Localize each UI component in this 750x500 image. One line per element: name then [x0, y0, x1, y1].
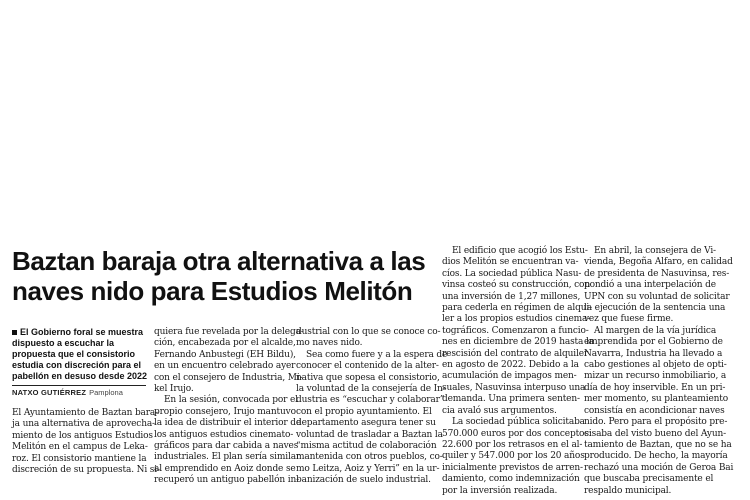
text-line: nes en diciembre de 2019 hasta la	[442, 337, 594, 348]
text-line: Al margen de la vía jurídica	[594, 325, 717, 336]
text-line: La sociedad pública solicitaba	[452, 417, 585, 428]
lead-summary	[12, 327, 146, 382]
text-line: roz. El consistorio mantiene la	[12, 453, 147, 464]
text-line: día de hoy inservible. En un pri-	[584, 382, 726, 393]
text-line: dustrial con lo que se conoce co-	[296, 327, 441, 337]
text-line: recuperó un antiguo pabellón in-	[154, 475, 300, 486]
text-line: mantenida con otros pueblos, co-	[296, 452, 443, 463]
text-line: la ejecución de la sentencia una	[584, 303, 726, 314]
text-line: quiler y 547.000 por los 20 años	[442, 451, 585, 462]
text-line: dios Melitón se encuentran va-	[442, 257, 579, 268]
text-line: mo Leitza, Aoiz y Yerri” en la ur-	[296, 463, 440, 474]
text-line: Navarra, Industria ha llevado a	[584, 348, 723, 359]
text-line: propio consejero, Irujo mantuvo	[154, 406, 296, 417]
headline-line-2: naves nido para Estudios Melitón	[12, 276, 413, 306]
text-line: damiento, como indemnización	[442, 474, 580, 485]
text-line: con el propio ayuntamiento. El	[296, 406, 432, 417]
text-line: departamento asegura tener su	[296, 418, 436, 429]
text-line: quiera fue revelada por la delega-	[154, 327, 304, 337]
headline-line-1: Baztan baraja otra alternativa a las	[12, 246, 426, 276]
article-column-2	[154, 327, 304, 487]
text-line: consistía en acondicionar naves	[584, 405, 725, 416]
text-line: pondió a una interpelación de	[584, 280, 716, 291]
text-line: una inversión de 1,27 millones,	[442, 291, 581, 302]
text-line: vez que fuese firme.	[584, 314, 674, 325]
text-line: para cederla en régimen de alqui-	[442, 303, 593, 314]
text-line: la idea de distribuir el interior de	[154, 418, 302, 429]
text-line: suales, Nasuvinsa interpuso una	[442, 382, 586, 393]
bullet-icon	[12, 330, 17, 335]
text-line: producido. De hecho, la mayoría	[584, 451, 728, 462]
text-line: cíos. La sociedad pública Nasu-	[442, 268, 582, 279]
text-line: ción, encabezada por el alcalde,	[154, 338, 296, 349]
text-line: miento de los antiguos Estudios	[12, 430, 153, 441]
text-line: inicialmente previstos de arren-	[442, 462, 583, 473]
text-line: kel Irujo.	[154, 384, 194, 395]
lead-line: propuesta que el consistorio	[12, 349, 136, 359]
text-line: Fernando Anbustegi (EH Bildu),	[154, 349, 296, 360]
text-line: en agosto de 2022. Debido a la	[442, 360, 579, 371]
byline-author: NATXO GUTIÉRREZ	[12, 388, 87, 397]
text-line: tamiento de Baztan, que no se ha	[584, 439, 732, 450]
lead-line: estudia con discreción para el	[12, 360, 142, 370]
text-line: conocer el contenido de la alter-	[296, 361, 439, 372]
text-line: emprendida por el Gobierno de	[584, 337, 723, 348]
text-line: rechazó una moción de Geroa Bai	[584, 462, 734, 473]
text-line: vienda, Begoña Alfaro, en calidad	[584, 257, 733, 268]
text-line: 570.000 euros por dos conceptos:	[442, 428, 592, 439]
text-line: ler a los propios estudios cinema-	[442, 314, 591, 325]
text-line: vinsa costeó su construcción, con	[442, 280, 590, 291]
text-line: Sea como fuere y a la espera de	[306, 349, 448, 360]
text-line: con el consejero de Industria, Mi-	[154, 372, 303, 383]
byline-city: Pamplona	[89, 388, 123, 397]
text-line: de presidenta de Nasuvinsa, res-	[584, 268, 730, 279]
text-line: UPN con su voluntad de solicitar	[584, 291, 730, 302]
text-line: acumulación de impagos men-	[442, 371, 577, 382]
text-line: banización de suelo industrial.	[296, 475, 431, 486]
text-line: nido. Pero para el propósito pre-	[584, 417, 728, 428]
text-line: El edificio que acogió los Estu-	[452, 246, 588, 256]
article-column-4	[442, 246, 594, 497]
text-line: mo naves nido.	[296, 338, 363, 349]
text-line: gráficos para dar cabida a naves	[154, 441, 299, 452]
text-line: por la inversión realizada.	[442, 485, 558, 496]
text-line: 22.600 por los retrasos en el al-	[442, 439, 583, 450]
text-line: tográficos. Comenzaron a funcio-	[442, 325, 589, 336]
article-column-3	[296, 327, 448, 487]
article-column-5	[584, 246, 734, 497]
text-line: En la sesión, convocada por el	[164, 395, 298, 406]
byline	[12, 385, 146, 398]
text-line: cisaba del visto bueno del Ayun-	[584, 428, 727, 439]
text-line: discreción de su propuesta. Ni si-	[12, 465, 160, 476]
text-line: cia avaló sus argumentos.	[442, 405, 557, 416]
lead-line: pabellón en desuso desde 2022	[12, 371, 148, 381]
text-line: demanda. Una primera senten-	[442, 394, 580, 405]
text-line: “misma actitud de colaboración	[296, 441, 437, 452]
lead-line: El Gobierno foral se muestra	[20, 327, 144, 337]
text-line: que buscaba precisamente el	[584, 474, 714, 485]
text-line: Melitón en el campus de Leka-	[12, 442, 148, 453]
text-line: en un encuentro celebrado ayer	[154, 361, 296, 372]
text-line: industriales. El plan sería similar	[154, 452, 301, 463]
text-line: ja una alternativa de aprovecha-	[12, 419, 155, 430]
text-line: la voluntad de la consejería de In-	[296, 384, 446, 395]
text-line: rescisión del contrato de alquiler	[442, 348, 589, 359]
text-line: al emprendido en Aoiz donde se	[154, 463, 296, 474]
text-line: dustria es “escuchar y colaborar”	[296, 395, 445, 406]
text-line: cabo gestiones al objeto de opti-	[584, 360, 727, 371]
text-line: mer momento, su planteamiento	[584, 394, 728, 405]
article-headline	[12, 246, 432, 306]
text-line: nativa que sopesa el consistorio,	[296, 372, 440, 383]
text-line: voluntad de trasladar a Baztan la	[296, 429, 443, 440]
text-line: mizar un recurso inmobiliario, a	[584, 371, 727, 382]
article-column-1	[12, 408, 160, 476]
text-line: respaldo municipal.	[584, 485, 672, 496]
text-line: El Ayuntamiento de Baztan bara-	[12, 408, 159, 418]
lead-line: dispuesto a escuchar la	[12, 338, 115, 348]
text-line: los antiguos estudios cinemato-	[154, 429, 294, 440]
text-line: En abril, la consejera de Vi-	[594, 246, 716, 256]
